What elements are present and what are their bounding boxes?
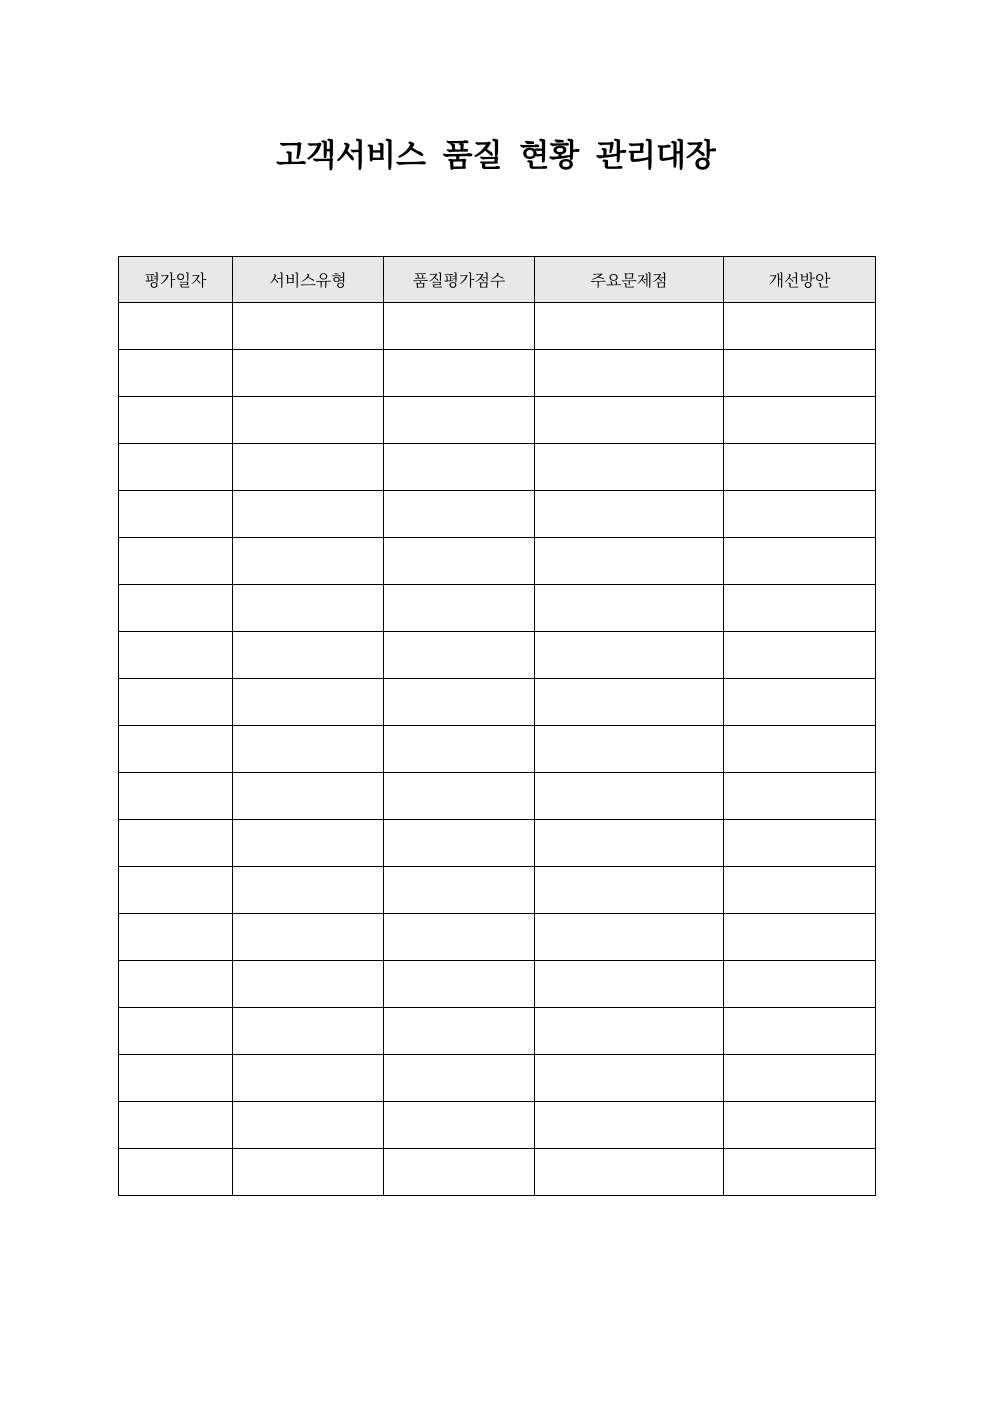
table-cell[interactable] xyxy=(724,585,876,632)
page-title: 고객서비스 품질 현황 관리대장 xyxy=(276,138,716,174)
table-row xyxy=(119,773,876,820)
table-cell[interactable] xyxy=(119,1055,233,1102)
table-cell[interactable] xyxy=(119,397,233,444)
table-row xyxy=(119,1055,876,1102)
table-cell[interactable] xyxy=(384,1102,535,1149)
table-cell[interactable] xyxy=(724,867,876,914)
table-cell[interactable] xyxy=(384,397,535,444)
table-cell[interactable] xyxy=(119,914,233,961)
table-cell[interactable] xyxy=(233,632,384,679)
table-cell[interactable] xyxy=(384,491,535,538)
table-cell[interactable] xyxy=(384,726,535,773)
table-cell[interactable] xyxy=(724,773,876,820)
table-cell[interactable] xyxy=(384,914,535,961)
table-cell[interactable] xyxy=(384,632,535,679)
table-cell[interactable] xyxy=(233,303,384,350)
table-row xyxy=(119,914,876,961)
table-row xyxy=(119,1149,876,1196)
table-row xyxy=(119,491,876,538)
table-cell[interactable] xyxy=(119,632,233,679)
table-cell[interactable] xyxy=(724,726,876,773)
table-cell[interactable] xyxy=(119,1149,233,1196)
table-cell[interactable] xyxy=(724,303,876,350)
table-cell[interactable] xyxy=(233,961,384,1008)
table-cell[interactable] xyxy=(384,350,535,397)
table-cell[interactable] xyxy=(119,585,233,632)
column-header-quality-score: 품질평가점수 xyxy=(384,257,535,303)
table-cell[interactable] xyxy=(535,444,724,491)
table-cell[interactable] xyxy=(119,444,233,491)
table-cell[interactable] xyxy=(535,1055,724,1102)
table-cell[interactable] xyxy=(233,726,384,773)
table-cell[interactable] xyxy=(535,726,724,773)
table-cell[interactable] xyxy=(724,350,876,397)
table-cell[interactable] xyxy=(724,914,876,961)
table-cell[interactable] xyxy=(384,1055,535,1102)
table-row xyxy=(119,585,876,632)
table-cell[interactable] xyxy=(535,679,724,726)
table-row xyxy=(119,679,876,726)
table-row xyxy=(119,1008,876,1055)
table-cell[interactable] xyxy=(119,303,233,350)
table-cell[interactable] xyxy=(724,1008,876,1055)
table-cell[interactable] xyxy=(384,820,535,867)
table-cell[interactable] xyxy=(119,491,233,538)
table-cell[interactable] xyxy=(233,679,384,726)
table-cell[interactable] xyxy=(535,538,724,585)
table-cell[interactable] xyxy=(384,585,535,632)
table-cell[interactable] xyxy=(724,961,876,1008)
table-cell[interactable] xyxy=(724,444,876,491)
table-cell[interactable] xyxy=(724,1149,876,1196)
table-cell[interactable] xyxy=(724,397,876,444)
table-cell[interactable] xyxy=(724,491,876,538)
table-cell[interactable] xyxy=(535,773,724,820)
table-cell[interactable] xyxy=(233,914,384,961)
table-row xyxy=(119,726,876,773)
table-cell[interactable] xyxy=(535,397,724,444)
table-cell[interactable] xyxy=(119,726,233,773)
table-cell[interactable] xyxy=(233,1008,384,1055)
table-row xyxy=(119,1102,876,1149)
table-cell[interactable] xyxy=(535,585,724,632)
column-header-service-type: 서비스유형 xyxy=(233,257,384,303)
table-cell[interactable] xyxy=(535,961,724,1008)
table-cell[interactable] xyxy=(724,1102,876,1149)
table-cell[interactable] xyxy=(535,867,724,914)
table-row xyxy=(119,397,876,444)
table-cell[interactable] xyxy=(119,867,233,914)
table-cell[interactable] xyxy=(233,867,384,914)
table-cell[interactable] xyxy=(384,961,535,1008)
table-row xyxy=(119,867,876,914)
column-header-improvement-plan: 개선방안 xyxy=(724,257,876,303)
table-cell[interactable] xyxy=(384,867,535,914)
table-row xyxy=(119,961,876,1008)
table-cell[interactable] xyxy=(384,679,535,726)
header-row xyxy=(119,257,876,303)
table-cell[interactable] xyxy=(233,585,384,632)
table-row xyxy=(119,350,876,397)
table-cell[interactable] xyxy=(233,1055,384,1102)
table-cell[interactable] xyxy=(233,773,384,820)
table-cell[interactable] xyxy=(233,538,384,585)
table-cell[interactable] xyxy=(535,1149,724,1196)
table-row xyxy=(119,444,876,491)
table-cell[interactable] xyxy=(233,1102,384,1149)
table-cell[interactable] xyxy=(724,820,876,867)
table-cell[interactable] xyxy=(119,538,233,585)
table-cell[interactable] xyxy=(119,1102,233,1149)
ledger-table xyxy=(118,256,876,1196)
table-cell[interactable] xyxy=(233,397,384,444)
table-cell[interactable] xyxy=(535,303,724,350)
table-row xyxy=(119,820,876,867)
table-cell[interactable] xyxy=(119,773,233,820)
table-cell[interactable] xyxy=(384,1149,535,1196)
table-cell[interactable] xyxy=(119,1008,233,1055)
table-cell[interactable] xyxy=(119,820,233,867)
table-cell[interactable] xyxy=(535,632,724,679)
table-cell[interactable] xyxy=(384,538,535,585)
table-cell[interactable] xyxy=(724,679,876,726)
table-cell[interactable] xyxy=(724,632,876,679)
table-row xyxy=(119,303,876,350)
table-cell[interactable] xyxy=(233,820,384,867)
column-header-evaluation-date: 평가일자 xyxy=(119,257,233,303)
table-cell[interactable] xyxy=(724,538,876,585)
table-cell[interactable] xyxy=(724,1055,876,1102)
table-cell[interactable] xyxy=(233,491,384,538)
table-cell[interactable] xyxy=(233,350,384,397)
table-cell[interactable] xyxy=(535,491,724,538)
table-cell[interactable] xyxy=(535,1102,724,1149)
table-body xyxy=(119,303,876,1196)
table-cell[interactable] xyxy=(535,350,724,397)
table-cell[interactable] xyxy=(384,444,535,491)
table-cell[interactable] xyxy=(119,679,233,726)
column-header-main-issues: 주요문제점 xyxy=(535,257,724,303)
table-cell[interactable] xyxy=(384,303,535,350)
table-cell[interactable] xyxy=(233,1149,384,1196)
table-cell[interactable] xyxy=(535,820,724,867)
table-cell[interactable] xyxy=(384,773,535,820)
table-cell[interactable] xyxy=(119,350,233,397)
table-row xyxy=(119,632,876,679)
table-row xyxy=(119,538,876,585)
table-cell[interactable] xyxy=(119,961,233,1008)
table-cell[interactable] xyxy=(384,1008,535,1055)
table-cell[interactable] xyxy=(535,914,724,961)
table-cell[interactable] xyxy=(535,1008,724,1055)
table-cell[interactable] xyxy=(233,444,384,491)
